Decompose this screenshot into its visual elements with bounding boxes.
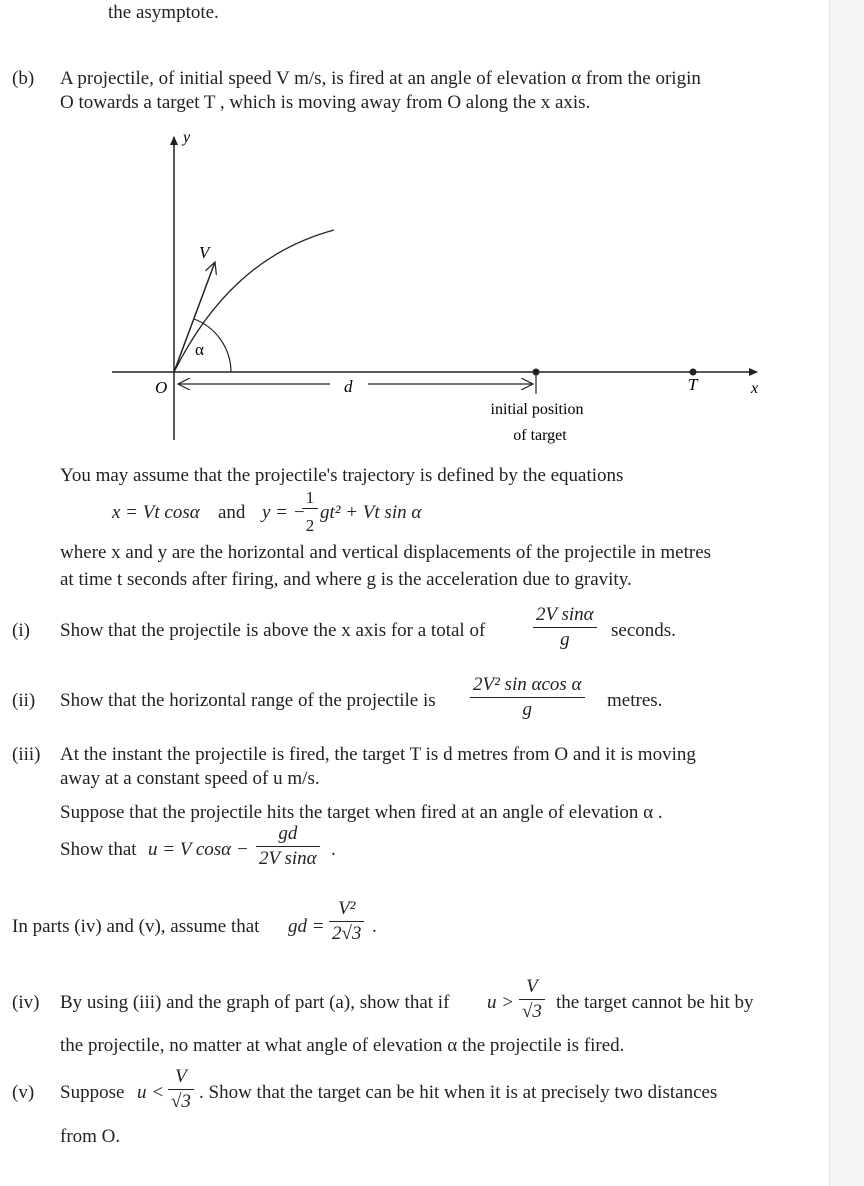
part-ii-text: Show that the horizontal range of the projectile is: [60, 690, 436, 711]
part-b-intro-line2: O towards a target T , which is moving away from O along the x axis.: [60, 92, 591, 113]
part-iv-fraction: [516, 976, 548, 1024]
part-i-num: 2V sinα: [533, 604, 597, 628]
where-line1: where x and y are the horizontal and vertical displacements of the projectile in metres: [60, 542, 712, 563]
top-line: the asymptote.: [108, 2, 219, 23]
part-i-suffix: seconds.: [611, 620, 676, 641]
part-i-label: (i): [12, 620, 30, 641]
y-axis-label: y: [183, 129, 191, 146]
part-b-intro-line1: A projectile, of initial speed V m/s, is fired at an angle of elevation α from the origin: [60, 68, 701, 89]
initial-target-point: [533, 369, 540, 376]
projectile-diagram: [0, 0, 864, 460]
part-iii-line2: away at a constant speed of u m/s.: [60, 768, 320, 789]
x-axis-label: x: [751, 380, 759, 397]
part-iv-num: V: [519, 976, 545, 1000]
part-i-fraction: [530, 604, 600, 652]
y-equation-num: 1: [302, 488, 318, 509]
v-label: V: [199, 243, 210, 262]
part-v-num: V: [168, 1066, 194, 1090]
equation-and: and: [218, 502, 246, 523]
part-iv-label: (iv): [12, 992, 40, 1013]
part-iv-prefix: By using (iii) and the graph of part (a), show that if: [60, 992, 450, 1013]
d-label: d: [344, 377, 353, 396]
origin-label: O: [155, 378, 168, 397]
part-ii-suffix: metres.: [607, 690, 663, 711]
part-v-line2: from O.: [60, 1126, 121, 1147]
part-iv-line2: the projectile, no matter at what angle of elevation α the projectile is fired.: [60, 1035, 625, 1056]
part-ii-label: (ii): [12, 690, 36, 711]
where-line2: at time t seconds after firing, and where g is the acceleration due to gravity.: [60, 569, 632, 590]
parts-note-fraction: [326, 898, 367, 946]
part-iii-den: 2V sinα: [259, 847, 317, 869]
part-iv-den: √3: [522, 1000, 542, 1022]
part-v-den: √3: [171, 1090, 191, 1112]
parts-note-eq: gd =: [288, 916, 325, 937]
alpha-label: α: [195, 340, 204, 359]
part-iii-line3: Suppose that the projectile hits the target when fired at an angle of elevation α .: [60, 802, 663, 823]
assume-text: You may assume that the projectile's trajectory is defined by the equations: [60, 465, 624, 486]
parts-note-text: In parts (iv) and (v), assume that: [12, 916, 260, 937]
part-iii-fraction: [253, 823, 323, 871]
part-ii-den: g: [522, 698, 532, 720]
part-iii-show-eq: u = V cosα −: [148, 839, 249, 860]
part-iv-suffix: the target cannot be hit by: [556, 992, 754, 1013]
t-label: T: [688, 375, 698, 394]
target-caption-1: initial position: [490, 401, 584, 418]
part-v-prefix: Suppose: [60, 1082, 125, 1103]
part-iii-show-prefix: Show that: [60, 839, 137, 860]
part-iii-end: .: [331, 839, 336, 860]
target-caption-2: of target: [513, 427, 567, 444]
part-ii-num: 2V² sin αcos α: [470, 674, 585, 698]
parts-note-num: V²: [329, 898, 364, 922]
part-iii-line1: At the instant the projectile is fired, the target T is d metres from O and it is moving: [60, 744, 696, 765]
y-equation-lhs: y = −: [262, 502, 306, 523]
part-v-suffix: . Show that the target can be hit when it is at precisely two distances: [199, 1082, 718, 1103]
part-b-label: (b): [12, 68, 35, 89]
part-v-ineq: u <: [137, 1082, 165, 1103]
part-iv-ineq: u >: [487, 992, 515, 1013]
part-v-fraction: [165, 1066, 197, 1114]
part-iii-label: (iii): [12, 744, 41, 765]
part-v-label: (v): [12, 1082, 35, 1103]
y-equation-den: 2: [305, 516, 315, 535]
part-i-den: g: [560, 628, 570, 650]
x-equation: x = Vt cosα: [112, 502, 200, 523]
part-iii-num: gd: [256, 823, 320, 847]
part-ii-fraction: [467, 674, 588, 722]
y-equation-rhs: gt² + Vt sin α: [320, 502, 422, 523]
parts-note-end: .: [372, 916, 377, 937]
parts-note-den: 2√3: [332, 922, 362, 944]
part-i-text: Show that the projectile is above the x axis for a total of: [60, 620, 486, 641]
